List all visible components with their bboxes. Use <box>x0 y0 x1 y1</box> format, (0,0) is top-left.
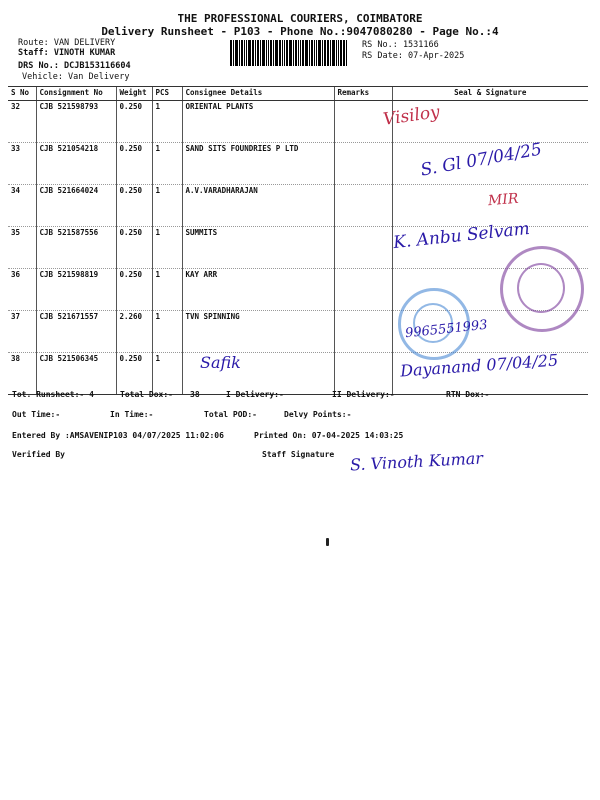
i-delivery: I Delivery:- <box>226 390 284 399</box>
cell-sno: 35 <box>8 227 36 269</box>
cell-consignee: ORIENTAL PLANTS <box>182 101 334 143</box>
cell-consignment: CJB 521598819 <box>36 269 116 311</box>
col-header-weight: Weight <box>116 87 152 101</box>
cell-remarks <box>334 227 392 269</box>
cell-consignee: A.V.VARADHARAJAN <box>182 185 334 227</box>
printed-on: Printed On: 07-04-2025 14:03:25 <box>254 431 404 440</box>
col-header-sno: S No <box>8 87 36 101</box>
in-time: In Time:- <box>110 410 154 419</box>
cell-consignment: CJB 521506345 <box>36 353 116 395</box>
cell-pcs: 1 <box>152 101 182 143</box>
cell-consignee: SUMMITS <box>182 227 334 269</box>
cell-weight: 0.250 <box>116 143 152 185</box>
cell-consignment: CJB 521598793 <box>36 101 116 143</box>
cell-pcs: 1 <box>152 185 182 227</box>
cell-pcs: 1 <box>152 227 182 269</box>
rs-date: RS Date: 07-Apr-2025 <box>362 51 465 61</box>
cell-pcs: 1 <box>152 311 182 353</box>
rtn-dox: RTN Dox:- <box>446 390 490 399</box>
signature-row-38-left: Safik <box>200 353 241 372</box>
staff-signature-label: Staff Signature <box>262 450 335 459</box>
verified-by: Verified By <box>12 450 65 459</box>
staff-signature: S. Vinoth Kumar <box>349 448 484 475</box>
cell-sno: 36 <box>8 269 36 311</box>
ink-mark <box>326 538 329 546</box>
cell-remarks <box>334 311 392 353</box>
cell-weight: 0.250 <box>116 101 152 143</box>
table-row <box>8 311 588 353</box>
company-title: THE PROFESSIONAL COURIERS, COIMBATORE <box>177 12 423 25</box>
cell-remarks <box>334 269 392 311</box>
total-pod: Total POD:- <box>204 410 257 419</box>
signature-row-35: K. Anbu Selvam <box>392 218 531 254</box>
col-header-seal: Seal & Signature <box>392 87 588 101</box>
staff-label: Staff: VINOTH KUMAR <box>18 48 116 58</box>
cell-consignee: TVN SPINNING <box>182 311 334 353</box>
cell-remarks <box>334 143 392 185</box>
barcode <box>230 40 355 66</box>
route-label: Route: VAN DELIVERY <box>18 38 116 48</box>
drs-label: DRS No.: DCJB153116604 <box>18 61 131 71</box>
cell-sno: 34 <box>8 185 36 227</box>
cell-consignment: CJB 521671557 <box>36 311 116 353</box>
cell-pcs: 1 <box>152 269 182 311</box>
col-header-consignee: Consignee Details <box>182 87 334 101</box>
delvy-points: Delvy Points:- <box>284 410 352 419</box>
rs-number: RS No.: 1531166 <box>362 40 439 50</box>
col-header-pcs: PCS <box>152 87 182 101</box>
cell-consignment: CJB 521587556 <box>36 227 116 269</box>
cell-consignee: KAY ARR <box>182 269 334 311</box>
cell-sno: 38 <box>8 353 36 395</box>
cell-consignment: CJB 521054218 <box>36 143 116 185</box>
ii-delivery: II Delivery:- <box>332 390 395 399</box>
cell-consignee: SAND SITS FOUNDRIES P LTD <box>182 143 334 185</box>
table-header-row <box>8 87 588 101</box>
signature-row-32: Visiloy <box>381 102 441 130</box>
total-dox-value: 38 <box>190 390 200 399</box>
cell-consignment: CJB 521664024 <box>36 185 116 227</box>
cell-sno: 33 <box>8 143 36 185</box>
cell-pcs: 1 <box>152 143 182 185</box>
cell-weight: 0.250 <box>116 227 152 269</box>
cell-sno: 37 <box>8 311 36 353</box>
cell-sno: 32 <box>8 101 36 143</box>
round-stamp-purple <box>500 246 584 332</box>
signature-row-37: 9965551993 <box>404 317 489 342</box>
signature-row-34: MIR <box>487 190 520 210</box>
cell-remarks <box>334 353 392 395</box>
signature-row-38: Dayanand 07/04/25 <box>399 350 559 381</box>
cell-weight: 0.250 <box>116 269 152 311</box>
tot-runsheet: Tot. Runsheet:- 4 <box>12 390 94 399</box>
entered-by: Entered By :AMSAVENIP103 04/07/2025 11:02:06 <box>12 431 224 440</box>
col-header-remarks: Remarks <box>334 87 392 101</box>
cell-weight: 0.250 <box>116 185 152 227</box>
cell-pcs: 1 <box>152 353 182 395</box>
out-time: Out Time:- <box>12 410 61 419</box>
table-row <box>8 101 588 143</box>
cell-remarks <box>334 185 392 227</box>
runsheet-subtitle: Delivery Runsheet - P103 - Phone No.:9047080280 - Page No.:4 <box>101 25 499 38</box>
signature-row-33: S. Gl 07/04/25 <box>419 139 544 181</box>
col-header-consignment: Consignment No <box>36 87 116 101</box>
cell-weight: 0.250 <box>116 353 152 395</box>
total-dox-label: Total Dox:- <box>120 390 173 399</box>
cell-weight: 2.260 <box>116 311 152 353</box>
vehicle-label: Vehicle: Van Delivery <box>22 72 130 82</box>
